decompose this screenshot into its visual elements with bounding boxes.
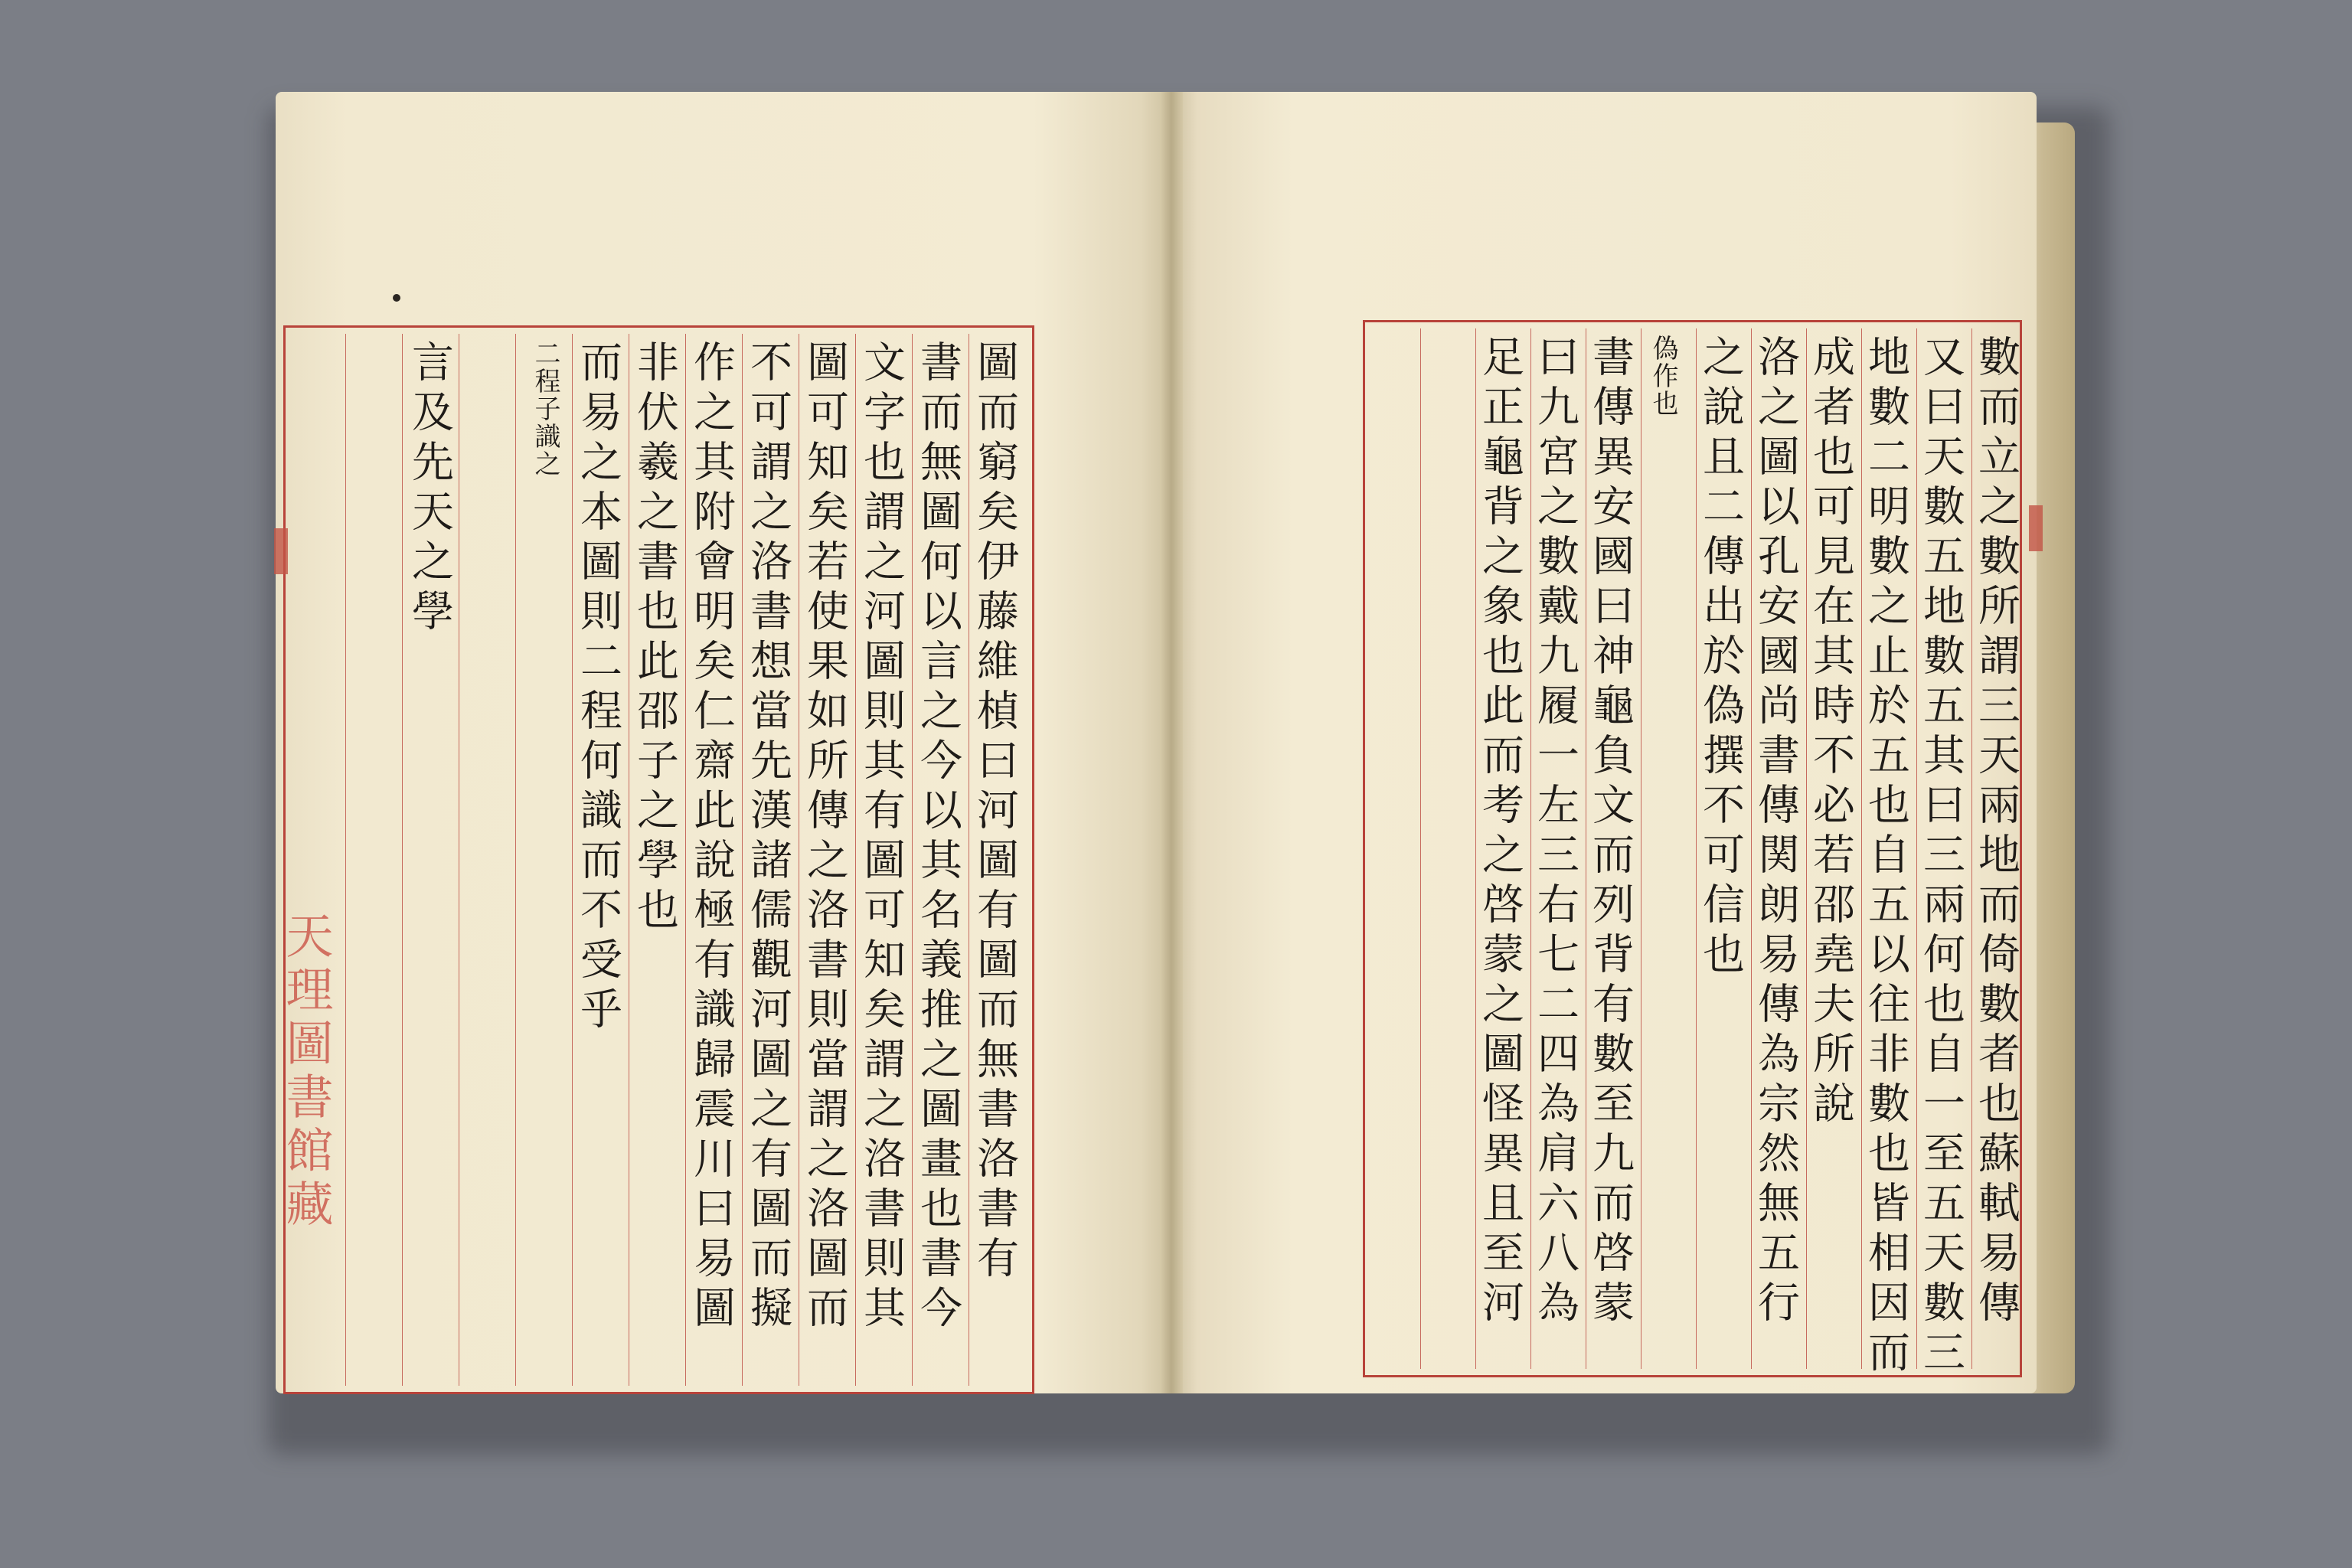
margin-mark: [2029, 505, 2043, 551]
text-column: 足正龜背之象也此而考之啓蒙之圖怪異且至河: [1475, 335, 1524, 1330]
text-column: 又曰天數五地數五其曰三兩何也自一至五天數三: [1916, 335, 1965, 1380]
column-rule: [1641, 328, 1642, 1369]
text-column: 曰九宮之數戴九履一左三右七二四為肩六八為: [1530, 335, 1579, 1330]
text-column: 數而立之數所謂三天兩地而倚數者也蘇軾易傳: [1971, 335, 2020, 1330]
text-column: 圖而窮矣伊藤維楨曰河圖有圖而無書洛書有: [970, 340, 1019, 1285]
annotation-column: 偽作也: [1648, 335, 1678, 417]
text-column: 之說且二傳出於偽撰不可信也: [1696, 335, 1745, 982]
text-column: 作之其附會明矣仁齋此說極有識歸震川曰易圖: [687, 340, 736, 1335]
column-rule: [345, 334, 346, 1386]
column-rule: [742, 334, 743, 1386]
margin-mark: [274, 528, 288, 574]
text-column: 洛之圖以孔安國尚書傳関朗易傳為宗然無五行: [1751, 335, 1800, 1330]
text-column: 圖可知矣若使果如所傳之洛書則當謂之洛圖而: [800, 340, 849, 1335]
library-stamp: 天理圖書館藏: [278, 911, 334, 1233]
text-column: 非伏羲之書也此邵子之學也: [630, 340, 679, 937]
ink-dot: [393, 294, 400, 302]
text-column: 書而無圖何以言之今以其名義推之圖畫也書今: [913, 340, 962, 1335]
text-column: 文字也謂之河圖則其有圖可知矣謂之洛書則其: [857, 340, 906, 1335]
text-column: 不可謂之洛書想當先漢諸儒觀河圖之有圖而擬: [743, 340, 792, 1335]
column-rule: [685, 334, 686, 1386]
column-rule: [912, 334, 913, 1386]
column-rule: [1420, 328, 1421, 1369]
column-rule: [855, 334, 856, 1386]
column-rule: [402, 334, 403, 1386]
column-rule: [515, 334, 516, 1386]
text-column: 地數二明數之止於五也自五以往非數也皆相因而: [1861, 335, 1910, 1380]
text-column: 而易之本圖則二程何識而不受乎: [573, 340, 622, 1037]
book-gutter: [1160, 92, 1183, 1393]
column-rule: [572, 334, 573, 1386]
text-column: 成者也可見在其時不必若邵堯夫所說: [1806, 335, 1855, 1131]
text-column: 言及先天之學: [405, 340, 454, 639]
annotation-column: 二程子識之: [530, 340, 560, 478]
right-text-frame: [1363, 320, 2022, 1380]
text-column: 書傳異安國曰神龜負文而列背有數至九而啓蒙: [1586, 335, 1635, 1330]
left-text-frame: [278, 325, 1034, 1394]
